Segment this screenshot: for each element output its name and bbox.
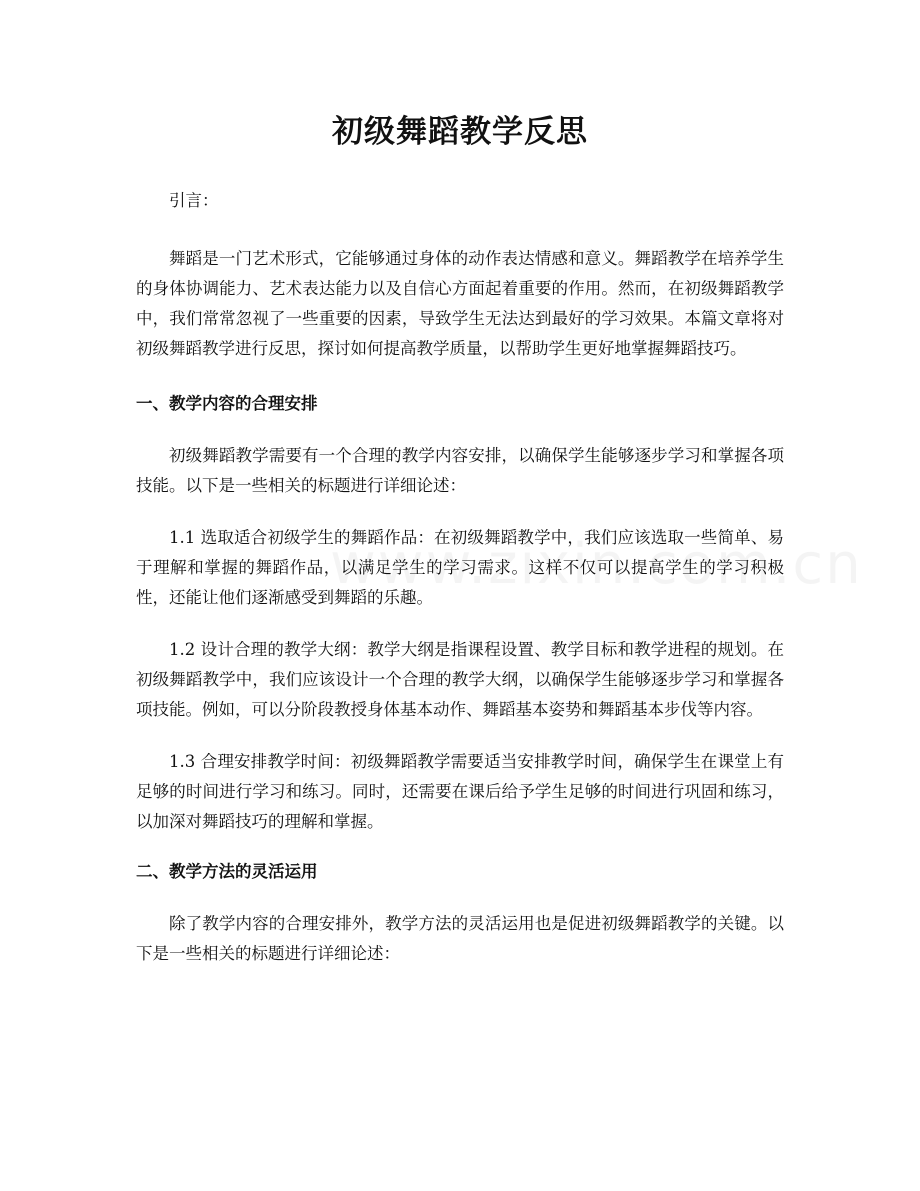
intro-paragraph: 舞蹈是一门艺术形式，它能够通过身体的动作表达情感和意义。舞蹈教学在培养学生的身体协调能力、艺术表达能力以及自信心方面起着重要的作用。然而，在初级舞蹈教学中，我们常常忽视了一些重要的因素，导致学生无法达到最好的学习效果。本篇文章将对初级舞蹈教学进行反思，探讨如何提高教学质量，以帮助学生更好地掌握舞蹈技巧。 (136, 249, 784, 358)
section-2-intro: 除了教学内容的合理安排外，教学方法的灵活运用也是促进初级舞蹈教学的关键。以下是一些相关的标题进行详细论述： (136, 914, 784, 963)
section-1-item-2: 1.2 设计合理的教学大纲：教学大纲是指课程设置、教学目标和教学进程的规划。在初级舞蹈教学中，我们应该设计一个合理的教学大纲，以确保学生能够逐步学习和掌握各项技能。例如，可以分阶段教授身体基本动作、舞蹈基本姿势和舞蹈基本步伐等内容。 (136, 640, 784, 719)
section-1-item-1: 1.1 选取适合初级学生的舞蹈作品：在初级舞蹈教学中，我们应该选取一些简单、易于理解和掌握的舞蹈作品，以满足学生的学习需求。这样不仅可以提高学生的学习积极性，还能让他们逐渐感受到舞蹈的乐趣。 (136, 528, 784, 607)
section-2-heading: 二、教学方法的灵活运用 (136, 862, 318, 881)
section-1-item-3: 1.3 合理安排教学时间：初级舞蹈教学需要适当安排教学时间，确保学生在课堂上有足够的时间进行学习和练习。同时，还需要在课后给予学生足够的时间进行巩固和练习，以加深对舞蹈技巧的理解和掌握。 (136, 752, 784, 831)
intro-label: 引言： (169, 191, 219, 210)
section-1-heading: 一、教学内容的合理安排 (136, 394, 318, 413)
section-1-intro: 初级舞蹈教学需要有一个合理的教学内容安排，以确保学生能够逐步学习和掌握各项技能。以下是一些相关的标题进行详细论述： (136, 446, 784, 495)
document-title: 初级舞蹈教学反思 (332, 114, 588, 150)
